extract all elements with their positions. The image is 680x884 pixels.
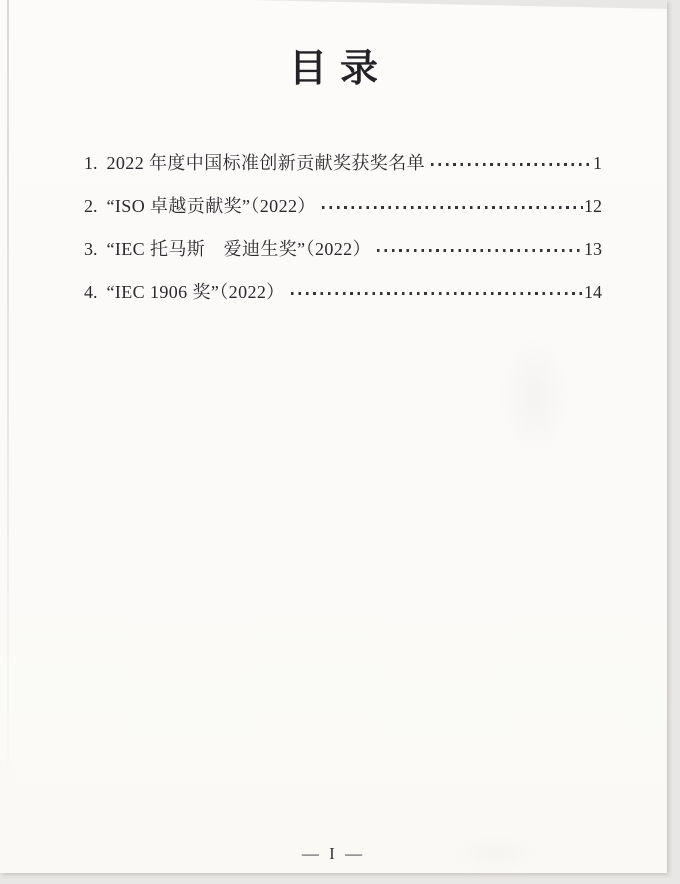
page-number-footer: — I — xyxy=(301,844,366,863)
page-binding-edge-line xyxy=(7,0,9,800)
scan-smudge xyxy=(500,330,570,460)
toc-entry-label: “IEC 1906 奖”（2022） xyxy=(106,282,285,302)
toc-entry xyxy=(84,193,602,219)
toc-entry-page: 12 xyxy=(584,196,602,216)
toc-entry xyxy=(84,150,602,176)
scan-edge-wedge xyxy=(250,0,667,9)
toc-entry xyxy=(84,279,602,305)
toc-entry-page: 13 xyxy=(584,239,602,259)
toc-list xyxy=(84,150,602,322)
toc-entry-number: 2. xyxy=(84,196,98,216)
toc-entry-page: 14 xyxy=(584,282,602,302)
toc-entry-number: 1. xyxy=(84,153,98,173)
toc-entry-label: “ISO 卓越贡献奖”（2022） xyxy=(106,196,316,216)
toc-entry-page: 1 xyxy=(593,153,602,173)
toc-entry-number: 4. xyxy=(84,282,98,302)
toc-dot-leader xyxy=(322,206,583,209)
toc-entry-number: 3. xyxy=(84,239,98,259)
toc-dot-leader xyxy=(291,292,583,295)
toc-dot-leader xyxy=(431,163,592,166)
toc-entry-label: “IEC 托马斯 爱迪生奖”（2022） xyxy=(106,239,371,259)
toc-entry xyxy=(84,236,602,262)
toc-dot-leader xyxy=(377,249,583,252)
toc-entry-label: 2022 年度中国标准创新贡献奖获奖名单 xyxy=(106,153,425,173)
page-title: 目录 xyxy=(288,48,391,90)
